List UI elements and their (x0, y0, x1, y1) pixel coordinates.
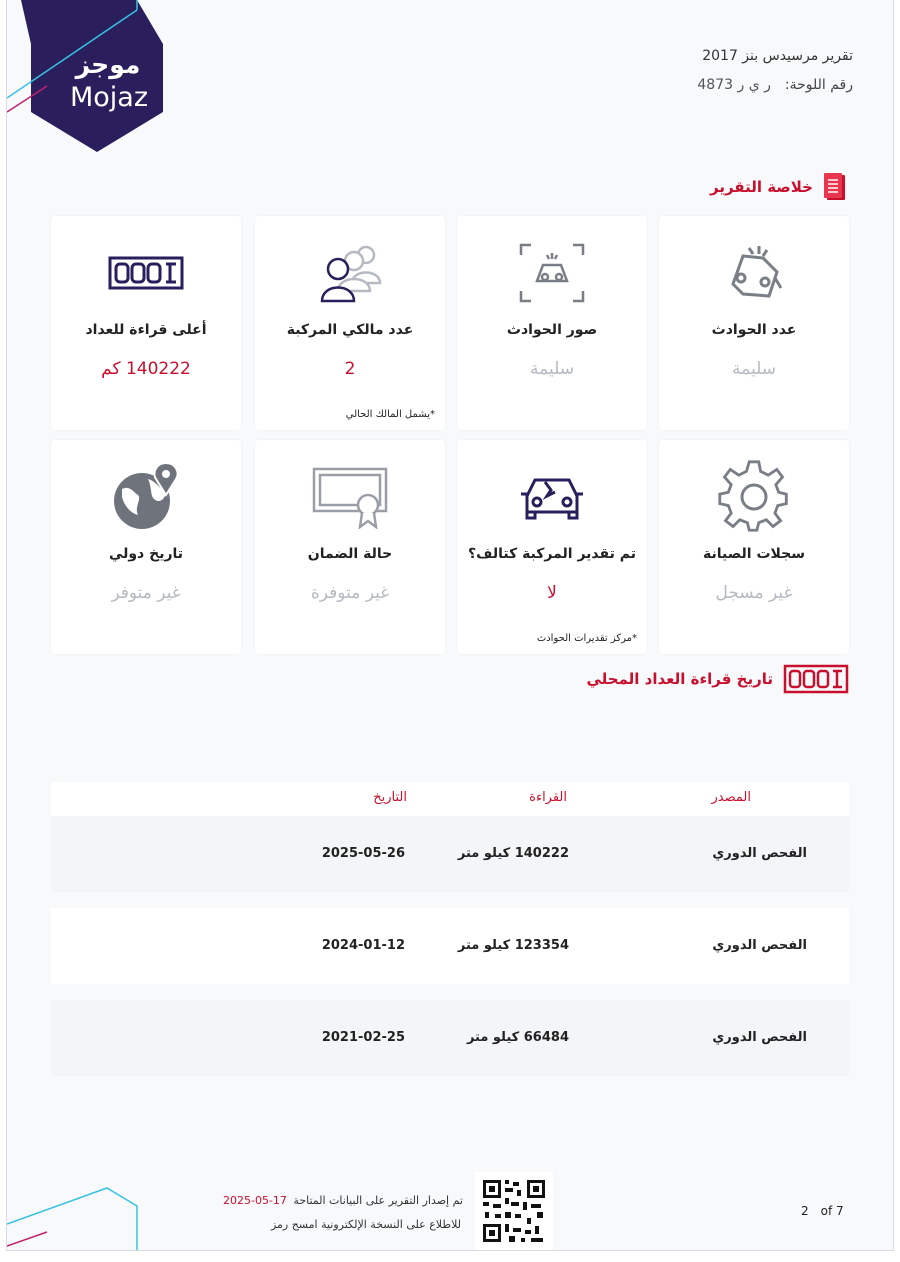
certificate-icon (255, 462, 445, 532)
card-note: *يشمل المالك الحالي (345, 409, 435, 420)
crashed-car-icon (659, 238, 849, 308)
row-date: 2024-01-12 (321, 938, 405, 953)
card-accidents-count (659, 216, 849, 430)
card-label: عدد الحوادث (711, 322, 797, 338)
scan-qr-text: للاطلاع على النسخة الإلكترونية امسح رمز (270, 1218, 461, 1231)
report-doc-icon (823, 172, 847, 202)
card-label: سجلات الصيانة (703, 546, 805, 562)
globe-pin-icon (51, 462, 241, 532)
row-date: 2021-02-25 (321, 1030, 405, 1045)
row-reading: 66484 كيلو متر (466, 1030, 569, 1045)
card-warranty-status (255, 440, 445, 654)
row-reading: 123354 كيلو متر (457, 938, 569, 953)
row-reading: 140222 كيلو متر (457, 846, 569, 861)
card-label: أعلى قراءة للعداد (85, 322, 207, 338)
card-label: تاريخ دولي (108, 546, 184, 562)
page-number (801, 1204, 844, 1218)
table-row (51, 1000, 849, 1076)
footer-decoration (7, 1184, 147, 1251)
odometer-section-title (586, 664, 849, 694)
row-source: الفحص الدوري (712, 938, 807, 953)
qr-code[interactable] (475, 1172, 553, 1250)
col-source: المصدر (711, 790, 751, 805)
report-title: تقرير مرسيدس بنز 2017 (702, 48, 853, 64)
issued-label: تم إصدار التقرير على البيانات المتاحة (293, 1194, 463, 1207)
summary-section-title (710, 172, 847, 202)
card-accident-photos (457, 216, 647, 430)
odometer-red-icon (783, 664, 849, 694)
card-value: لا (547, 583, 557, 603)
card-highest-odometer (51, 216, 241, 430)
logo-text-english: Mojaz (69, 82, 149, 113)
row-source: الفحص الدوري (712, 1030, 807, 1045)
page-total: of 7 (820, 1204, 844, 1218)
card-value: 2 (344, 359, 356, 379)
card-label: صور الحوادث (506, 322, 598, 338)
table-row (51, 816, 849, 892)
row-source: الفحص الدوري (712, 846, 807, 861)
logo-text-arabic: موجز (75, 50, 141, 79)
car-photo-frame-icon (457, 238, 647, 308)
card-value: سليمة (530, 359, 574, 379)
plate-label: رقم اللوحة: (784, 77, 853, 93)
table-row (51, 908, 849, 984)
card-note: *مركز تقديرات الحوادث (536, 633, 637, 644)
card-owners (255, 216, 445, 430)
issued-date: 2025-05-17 (223, 1194, 287, 1207)
row-date: 2025-05-26 (321, 846, 405, 861)
damaged-car-icon (457, 462, 647, 532)
card-maintenance-records (659, 440, 849, 654)
odometer-icon (51, 238, 241, 308)
card-label: حالة الضمان (307, 546, 393, 562)
page-current: 2 (801, 1204, 809, 1218)
card-international-history (51, 440, 241, 654)
card-value: سليمة (732, 359, 776, 379)
report-page (6, 0, 894, 1251)
card-value: غير متوفرة (310, 583, 390, 603)
odometer-table-header (51, 782, 849, 816)
card-label: تم تقدير المركبة كتالف؟ (468, 546, 636, 562)
owners-icon (255, 238, 445, 308)
col-date: التاريخ (373, 790, 407, 805)
col-reading: القراءة (529, 790, 567, 805)
card-label: عدد مالكي المركبة (286, 322, 414, 338)
card-value: غير مسجل (715, 583, 793, 603)
summary-title-text: خلاصة التقرير (709, 178, 813, 196)
plate-value: ر ي ر 4873 (697, 77, 771, 93)
gear-icon (659, 462, 849, 532)
card-value: 140222 كم (101, 359, 191, 379)
mojaz-logo (7, 0, 177, 160)
odometer-title-text: تاريخ قراءة العداد المحلي (586, 670, 773, 688)
card-total-loss (457, 440, 647, 654)
plate-row (697, 77, 853, 93)
card-value: غير متوفر (111, 583, 181, 603)
